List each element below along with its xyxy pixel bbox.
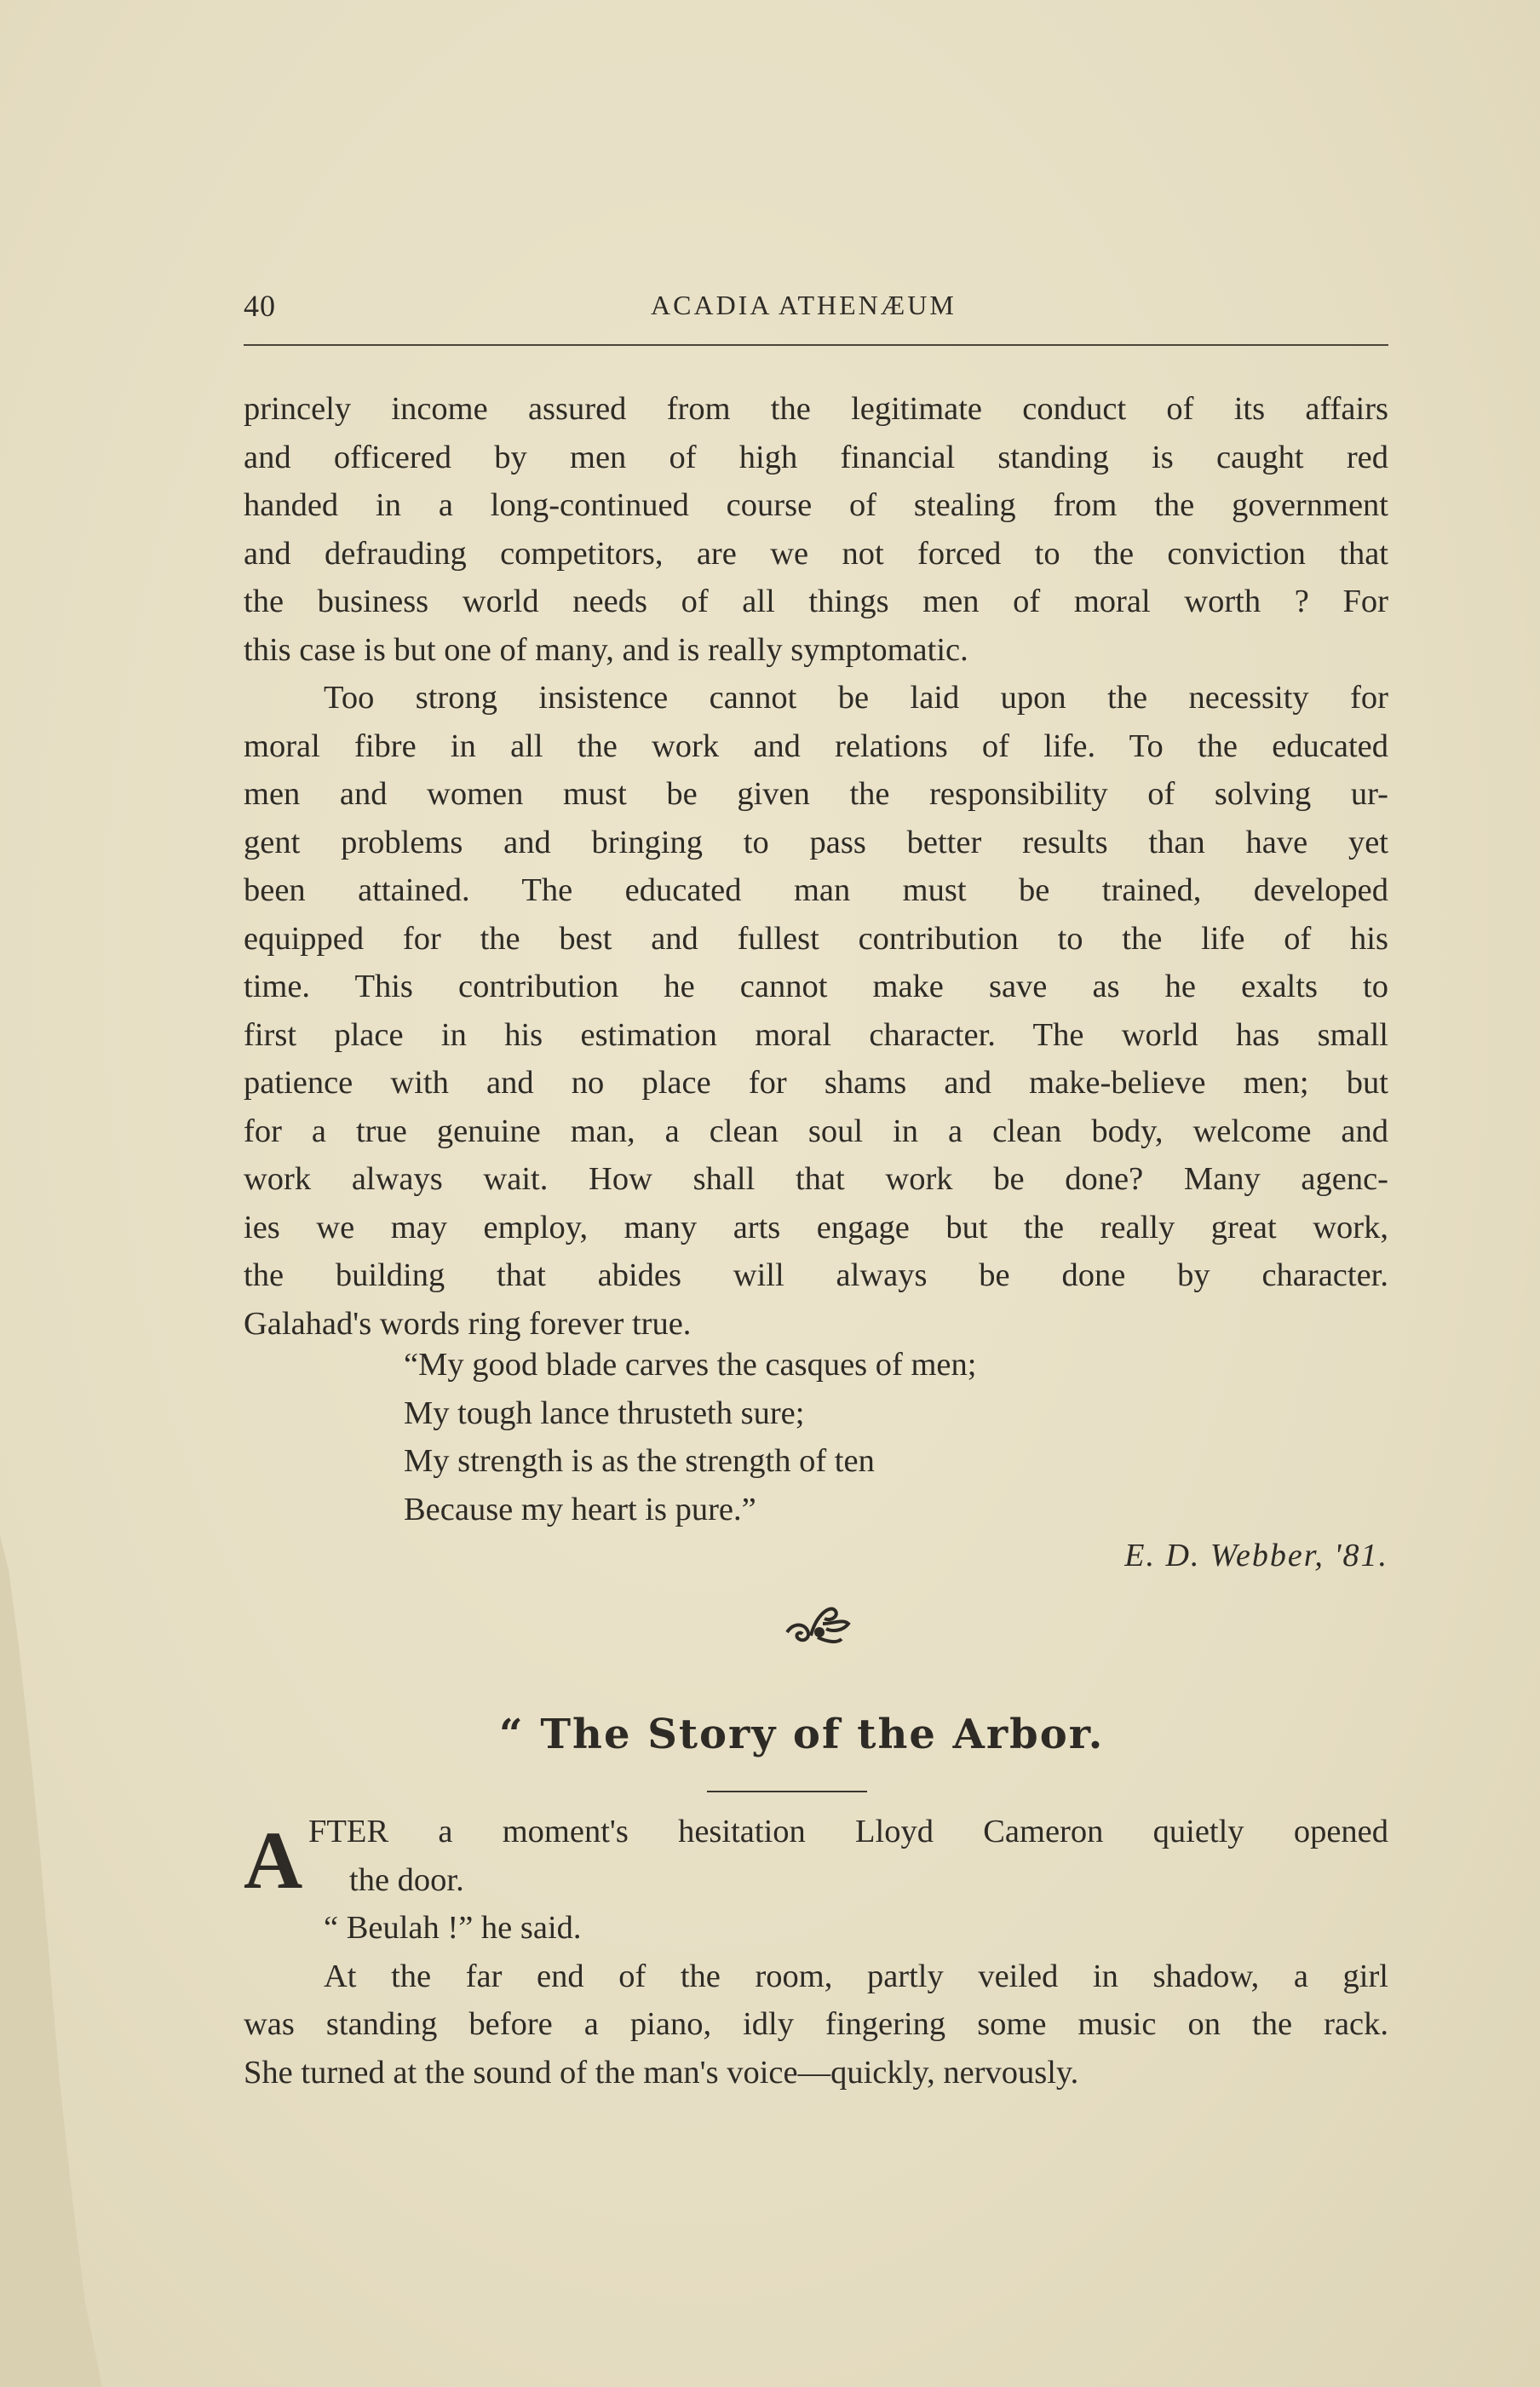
header-rule <box>244 344 1388 346</box>
text-line: men and women must be given the responsibility of solving ur- <box>244 776 1388 812</box>
text-line: She turned at the sound of the man's voice—quickly, nervously. <box>244 2054 1079 2091</box>
story-body <box>244 1808 1388 2097</box>
page-header <box>244 288 1388 339</box>
verse-line: My tough lance thrusteth sure; <box>404 1395 805 1431</box>
article-body <box>244 385 1388 1348</box>
text-line: princely income assured from the legitimate conduct of its affairs <box>244 391 1388 427</box>
text-line: the door. <box>349 1861 464 1898</box>
text-line: work always wait. How shall that work be done? Many agenc- <box>244 1161 1388 1197</box>
text-line: gent problems and bringing to pass better results than have yet <box>244 824 1388 860</box>
verse-quote <box>404 1341 976 1533</box>
text-line: FTER a moment's hesitation Lloyd Cameron quietly opened <box>308 1814 1388 1849</box>
text-line: was standing before a piano, idly fingering some music on the rack. <box>244 2006 1388 2042</box>
text-line: the building that abides will always be done by character. <box>244 1257 1388 1293</box>
verse-line: Because my heart is pure.” <box>404 1491 756 1527</box>
running-title: ACADIA ATHENÆUM <box>651 290 957 320</box>
text-line: At the far end of the room, partly veiled in shadow, a girl <box>324 1958 1388 1994</box>
text-line: and officered by men of high financial standing is caught red <box>244 439 1388 475</box>
text-line: handed in a long-continued course of stealing from the government <box>244 487 1388 523</box>
text-line: moral fibre in all the work and relations of life. To the educated <box>244 728 1388 764</box>
torn-page-edge <box>0 1535 119 2387</box>
verse-line: “My good blade carves the casques of men; <box>404 1347 977 1383</box>
text-line: Galahad's words ring forever true. <box>244 1305 692 1342</box>
text-line: first place in his estimation moral character. The world has small <box>244 1016 1388 1053</box>
fleuron-ornament-icon <box>782 1598 853 1649</box>
text-line: the business world needs of all things men of moral worth ? For <box>244 584 1388 619</box>
drop-cap: A <box>244 1815 303 1906</box>
text-line: been attained. The educated man must be trained, developed <box>244 872 1388 908</box>
text-line: patience with and no place for shams and make-believe men; but <box>244 1065 1388 1101</box>
text-line: equipped for the best and fullest contribution to the life of his <box>244 920 1388 957</box>
text-line: “ Beulah !” he said. <box>324 1910 582 1946</box>
story-title: “ The Story of the Arbor. <box>499 1711 1105 1758</box>
text-line: for a true genuine man, a clean soul in a clean body, welcome and <box>244 1113 1388 1149</box>
text-line: and defrauding competitors, are we not forced to the conviction that <box>244 535 1388 572</box>
text-line: time. This contribution he cannot make save as he exalts to <box>244 969 1388 1004</box>
author-signature: E. D. Webber, '81. <box>1124 1538 1388 1573</box>
text-line: Too strong insistence cannot be laid upon the necessity for <box>324 680 1388 716</box>
text-line: ies we may employ, many arts engage but the really great work, <box>244 1209 1388 1245</box>
title-rule <box>707 1791 867 1792</box>
text-line: this case is but one of many, and is really symptomatic. <box>244 631 968 668</box>
verse-line: My strength is as the strength of ten <box>404 1443 875 1479</box>
page-number: 40 <box>244 289 276 323</box>
